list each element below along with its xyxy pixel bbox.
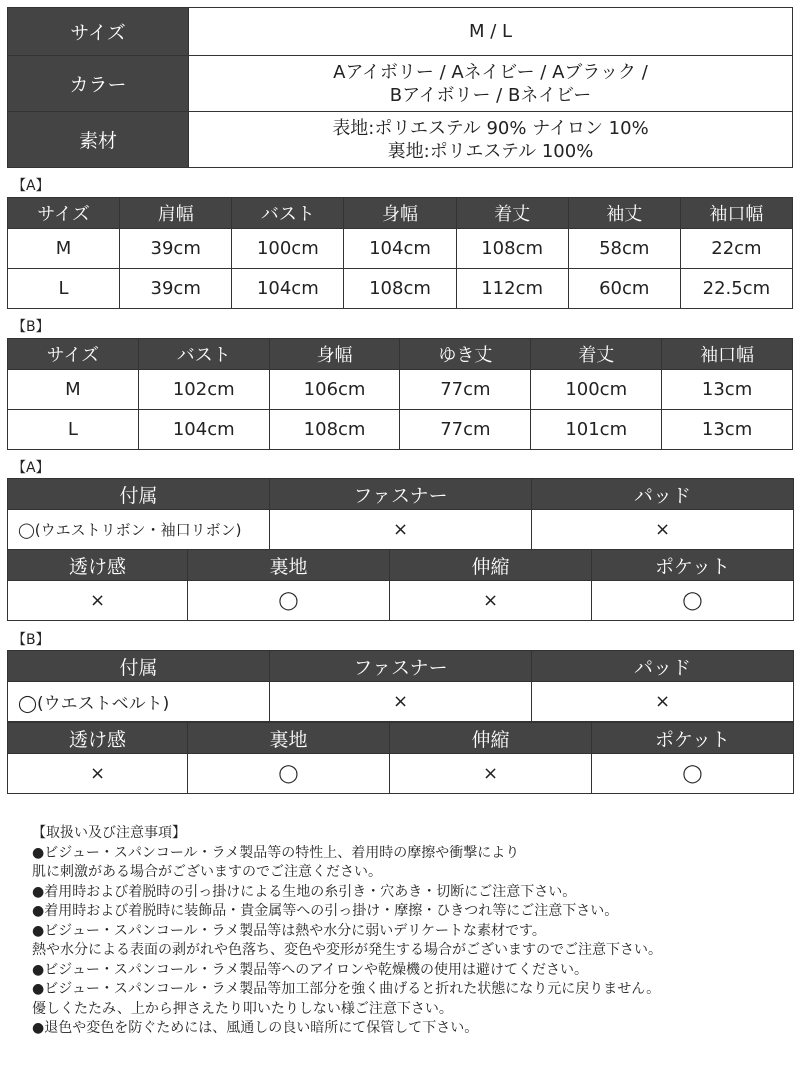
- spec-table: [7, 7, 793, 168]
- attr-a-header: ポケット: [592, 550, 794, 581]
- size-a-cell: L: [8, 269, 120, 309]
- notes-line: ●ビジュー・スパンコール・ラメ製品等の特性上、着用時の摩擦や衝撃により: [32, 844, 520, 861]
- attr-table-a-bottom: [7, 549, 794, 621]
- size-b-header: ゆき丈: [400, 339, 531, 370]
- size-a-cell: 108cm: [344, 269, 456, 309]
- size-a-label: 【A】: [12, 178, 50, 194]
- attr-a-header: パッド: [532, 479, 794, 510]
- attr-a-header: 付属: [8, 479, 270, 510]
- attr-table-b-bottom: [7, 722, 794, 794]
- size-a-cell: 39cm: [120, 269, 232, 309]
- size-a-cell: M: [8, 229, 120, 269]
- size-a-cell: 104cm: [232, 269, 344, 309]
- attr-b-header: ファスナー: [270, 651, 532, 682]
- spec-row-color: [8, 56, 793, 112]
- care-notes: [32, 824, 792, 1039]
- attr-b-cell: ×: [532, 682, 794, 722]
- size-a-cell: 22cm: [680, 229, 792, 269]
- size-a-header: バスト: [232, 198, 344, 229]
- attr-a-cell: ×: [270, 510, 532, 550]
- attr-a-cell: ×: [8, 581, 188, 621]
- size-b-header: 着丈: [531, 339, 662, 370]
- size-a-header: 着丈: [456, 198, 568, 229]
- notes-line: 肌に刺激がある場合がございますのでご注意ください。: [32, 864, 382, 880]
- size-b-header: 袖口幅: [662, 339, 793, 370]
- spec-value-line: 表地:ポリエステル 90% ナイロン 10%: [332, 117, 649, 139]
- size-a-cell: 112cm: [456, 269, 568, 309]
- attr-b-header: 透け感: [8, 723, 188, 754]
- attr-a-header-row: [8, 550, 794, 581]
- spec-label-material: 素材: [8, 112, 189, 168]
- attr-a-cell: ◯: [592, 581, 794, 621]
- spec-label-color: カラー: [8, 56, 189, 112]
- spec-value-color: [189, 56, 793, 112]
- notes-heading: 【取扱い及び注意事項】: [32, 825, 186, 841]
- attr-b-header: パッド: [532, 651, 794, 682]
- size-b-cell: 106cm: [269, 370, 400, 410]
- size-a-header: 身幅: [344, 198, 456, 229]
- attr-a-header: ファスナー: [270, 479, 532, 510]
- attr-b-cell: ×: [390, 754, 592, 794]
- table-row: [8, 410, 793, 450]
- attr-b-cell: ◯: [592, 754, 794, 794]
- size-b-cell: 13cm: [662, 370, 793, 410]
- attr-b-header: ポケット: [592, 723, 794, 754]
- size-a-cell: 39cm: [120, 229, 232, 269]
- notes-line: ●着用時および着脱時の引っ掛けによる生地の糸引き・穴あき・切断にご注意下さい。: [32, 883, 577, 900]
- notes-line: ●退色や変色を防ぐためには、風通しの良い暗所にて保管して下さい。: [32, 1020, 479, 1036]
- size-b-label: 【B】: [12, 319, 50, 335]
- size-b-header: バスト: [138, 339, 269, 370]
- attr-a-cell: ◯(ウエストリボン・袖口リボン): [8, 510, 270, 550]
- notes-line: ●ビジュー・スパンコール・ラメ製品等へのアイロンや乾燥機の使用は避けてください。: [32, 961, 588, 978]
- notes-line: ●ビジュー・スパンコール・ラメ製品等は熱や水分に弱いデリケートな素材です。: [32, 922, 546, 939]
- size-table-a: [7, 197, 793, 309]
- size-b-cell: 13cm: [662, 410, 793, 450]
- size-a-cell: 22.5cm: [680, 269, 792, 309]
- spec-value-line: Bアイボリー / Bネイビー: [389, 84, 592, 106]
- size-b-cell: 101cm: [531, 410, 662, 450]
- spec-value-line: 裏地:ポリエステル 100%: [387, 140, 594, 162]
- attr-a-cell: ×: [532, 510, 794, 550]
- size-a-header: サイズ: [8, 198, 120, 229]
- size-a-header: 肩幅: [120, 198, 232, 229]
- attr-b-header-row: [8, 651, 794, 682]
- attr-a-header: 裏地: [188, 550, 390, 581]
- size-b-cell: M: [8, 370, 139, 410]
- spec-value-line: Aアイボリー / Aネイビー / Aブラック /: [333, 61, 648, 83]
- table-row: [8, 581, 794, 621]
- attr-a-header: 透け感: [8, 550, 188, 581]
- attr-b-cell: ×: [270, 682, 532, 722]
- size-a-header: 袖丈: [568, 198, 680, 229]
- size-b-cell: 108cm: [269, 410, 400, 450]
- attr-b-cell: ×: [8, 754, 188, 794]
- attr-b-header-row: [8, 723, 794, 754]
- size-b-cell: 100cm: [531, 370, 662, 410]
- size-a-cell: 104cm: [344, 229, 456, 269]
- notes-line: 熱や水分による表面の剥がれや色落ち、変色や変形が発生する場合がございますのでご注意下さい。: [32, 942, 662, 958]
- size-a-cell: 108cm: [456, 229, 568, 269]
- spec-row-size: [8, 8, 793, 56]
- size-a-cell: 58cm: [568, 229, 680, 269]
- size-b-cell: 77cm: [400, 370, 531, 410]
- table-row: [8, 510, 794, 550]
- attr-a-cell: ×: [390, 581, 592, 621]
- attr-b-cell: ◯: [188, 754, 390, 794]
- spec-value-line: M / L: [468, 21, 513, 42]
- attr-table-a-top: [7, 478, 794, 550]
- attr-b-label: 【B】: [12, 632, 50, 648]
- size-b-header: サイズ: [8, 339, 139, 370]
- attr-b-header: 伸縮: [390, 723, 592, 754]
- attr-b-cell: ◯(ウエストベルト): [8, 682, 270, 722]
- attr-b-header: 付属: [8, 651, 270, 682]
- spec-row-material: [8, 112, 793, 168]
- notes-line: 優しくたたみ、上から押さえたり叩いたりしない様ご注意下さい。: [32, 1000, 453, 1017]
- attr-table-b-top: [7, 650, 794, 722]
- size-b-header-row: [8, 339, 793, 370]
- size-b-cell: 104cm: [138, 410, 269, 450]
- table-row: [8, 229, 793, 269]
- notes-line: ●ビジュー・スパンコール・ラメ製品等加工部分を強く曲げると折れた状態になり元に戻りません。: [32, 981, 661, 997]
- attr-a-header: 伸縮: [390, 550, 592, 581]
- table-row: [8, 269, 793, 309]
- size-a-cell: 60cm: [568, 269, 680, 309]
- attr-a-label: 【A】: [12, 460, 50, 476]
- size-table-b: [7, 338, 793, 450]
- table-row: [8, 682, 794, 722]
- attr-b-header: 裏地: [188, 723, 390, 754]
- size-a-header-row: [8, 198, 793, 229]
- size-a-header: 袖口幅: [680, 198, 792, 229]
- size-b-header: 身幅: [269, 339, 400, 370]
- table-row: [8, 370, 793, 410]
- attr-a-header-row: [8, 479, 794, 510]
- table-row: [8, 754, 794, 794]
- size-b-cell: 77cm: [400, 410, 531, 450]
- size-b-cell: L: [8, 410, 139, 450]
- notes-line: ●着用時および着脱時に装飾品・貴金属等への引っ掛け・摩擦・ひきつれ等にご注意下さい。: [32, 903, 619, 919]
- spec-value-material: [189, 112, 793, 168]
- spec-label-size: サイズ: [8, 8, 189, 56]
- size-b-cell: 102cm: [138, 370, 269, 410]
- attr-a-cell: ◯: [188, 581, 390, 621]
- spec-value-size: [189, 8, 793, 56]
- size-a-cell: 100cm: [232, 229, 344, 269]
